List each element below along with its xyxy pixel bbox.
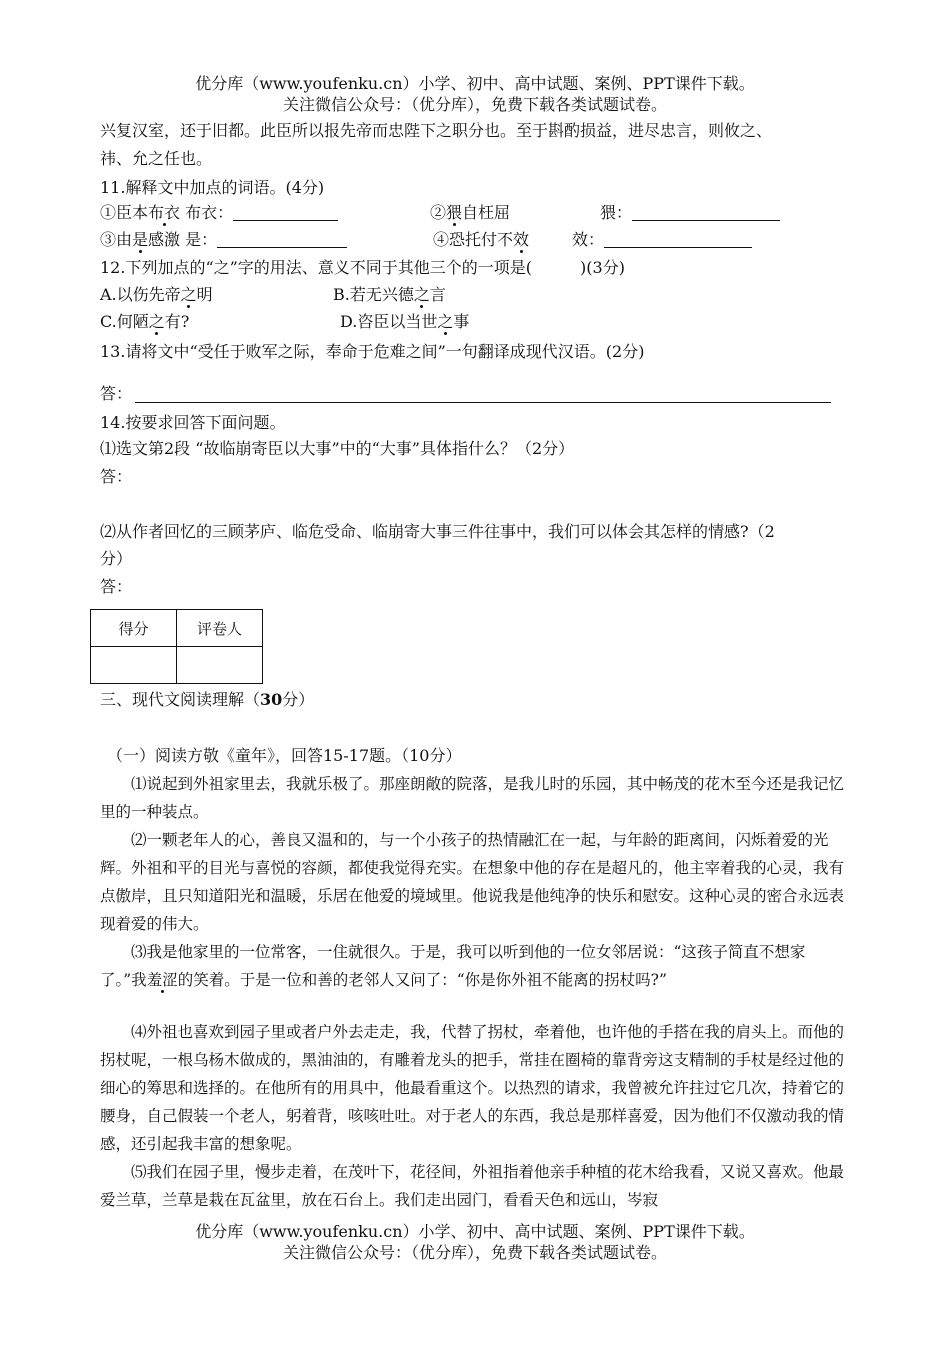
q13-answer-line[interactable]: [135, 402, 831, 403]
reading1-paragraph-5: ⑸我们在园子里，慢步走着，在茂叶下，花径间，外祖指着他亲手种植的花木给我看，又说又喜欢。他最爱兰草，兰草是栽在瓦盆里，放在石台上。我们走出园门，看看天色和远山，岑寂: [100, 1163, 845, 1209]
q12-option-c: C.何陋之有?: [100, 312, 190, 331]
section3-title: 三、现代文阅读理解（30分）: [100, 690, 315, 709]
score-cell[interactable]: [91, 647, 177, 684]
q11-item-d: ④恐托付不效: [433, 230, 530, 249]
footer-line-1: 优分库（www.youfenku.cn）小学、初中、高中试题、案例、PPT课件下载。: [195, 1222, 755, 1241]
grader-header: 评卷人: [177, 610, 263, 647]
q14-sub1: ⑴选文第2段 “故临崩寄臣以大事”中的“大事”具体指什么？（2分）: [100, 439, 575, 458]
q11-item-b: ②猥自枉屈: [430, 203, 511, 222]
q14-sub2-answer: 答：: [100, 577, 133, 596]
q12-option-d: D.咨臣以当世之事: [340, 312, 470, 331]
footer-line-2: 关注微信公众号：（优分库），免费下载各类试题试卷。: [282, 1243, 667, 1262]
q14-sub1-answer: 答：: [100, 467, 133, 486]
grader-cell[interactable]: [177, 647, 263, 684]
score-table: [90, 609, 263, 684]
passage-tail-line-1: 兴复汉室，还于旧都。此臣所以报先帝而忠陛下之职分也。至于斟酌损益，进尽忠言，则攸之、: [100, 121, 773, 140]
q12-option-b: B.若无兴德之言: [333, 285, 446, 304]
q14-sub2-line-1: ⑵从作者回忆的三顾茅庐、临危受命、临崩寄大事三件往事中，我们可以体会其怎样的情感?（2: [100, 522, 775, 541]
q11-item-d-answer: 效：: [572, 229, 752, 251]
q11-a-blank[interactable]: [233, 204, 338, 221]
reading1-intro: （一）阅读方敬《童年》，回答15-17题。（10分）: [107, 746, 462, 765]
score-header: 得分: [91, 610, 177, 647]
reading1-paragraph-1: ⑴说起到外祖家里去，我就乐极了。那座朗敞的院落，是我儿时的乐园，其中畅茂的花木至今还是我记忆里的一种装点。: [100, 775, 845, 821]
header-line-2: 关注微信公众号：（优分库），免费下载各类试题试卷。: [282, 95, 667, 114]
q11-d-blank[interactable]: [604, 231, 752, 248]
header-line-1: 优分库（www.youfenku.cn）小学、初中、高中试题、案例、PPT课件下载。: [195, 74, 755, 93]
passage-tail-line-2: 祎、允之任也。: [100, 149, 213, 168]
reading1-paragraph-3: ⑶我是他家里的一位常客，一住就很久。于是，我可以听到他的一位女邻居说：“这孩子简直不想家了。”我羞涩的笑着。于是一位和善的老邻人又问了：“你是你外祖不能离的拐杖吗?”: [100, 943, 806, 989]
q11-c-blank[interactable]: [217, 231, 347, 248]
q11-b-blank[interactable]: [632, 204, 780, 221]
q11-item-c: ③由是感激 是：: [100, 229, 347, 251]
q12-stem: 12.下列加点的“之”字的用法、意义不同于其他三个的一项是( )(3分): [100, 258, 625, 277]
q11-stem: 11.解释文中加点的词语。(4分): [100, 178, 325, 197]
q11-item-b-answer: 猥：: [600, 202, 780, 224]
q13-stem: 13.请将文中“受任于败军之际，奉命于危难之间”一句翻译成现代汉语。(2分): [100, 342, 645, 361]
reading1-paragraph-4: ⑷外祖也喜欢到园子里或者户外去走走，我，代替了拐杖，牵着他，也许他的手搭在我的肩头上。而他的拐杖呢，一根乌杨木做成的，黑油油的，有雕着龙头的把手，常挂在圈椅的靠背旁这支精制的手杖是经过他的细心的筹思和选择的。在他所有的用具中，他最看重这个。以热烈的请求，我曾被允许拄过它几次，持着它的腰身，自己假装一个老人，躬着背，咳咳吐吐。对于老人的东西，我总是那样喜爱，因为他们不仅激动我的情感，还引起我丰富的想象呢。: [100, 1023, 845, 1153]
reading1-paragraph-2: ⑵一颗老年人的心，善良又温和的，与一个小孩子的热情融汇在一起，与年龄的距离间，闪烁着爱的光辉。外祖和平的目光与喜悦的容颜，都使我觉得充实。在想象中他的存在是超凡的，他主宰着我的心灵，我有点傲岸，且只知道阳光和温暖，乐居在他爱的境域里。他说我是他纯净的快乐和慰安。这种心灵的密合永远表现着爱的伟大。: [100, 831, 845, 933]
q12-option-a: A.以伤先帝之明: [100, 285, 213, 304]
q11-item-a: ①臣本布衣 布衣：: [100, 202, 338, 224]
q14-stem: 14.按要求回答下面问题。: [100, 413, 286, 432]
q13-answer-label: 答：: [100, 384, 133, 403]
q14-sub2-line-2: 分）: [100, 549, 133, 568]
